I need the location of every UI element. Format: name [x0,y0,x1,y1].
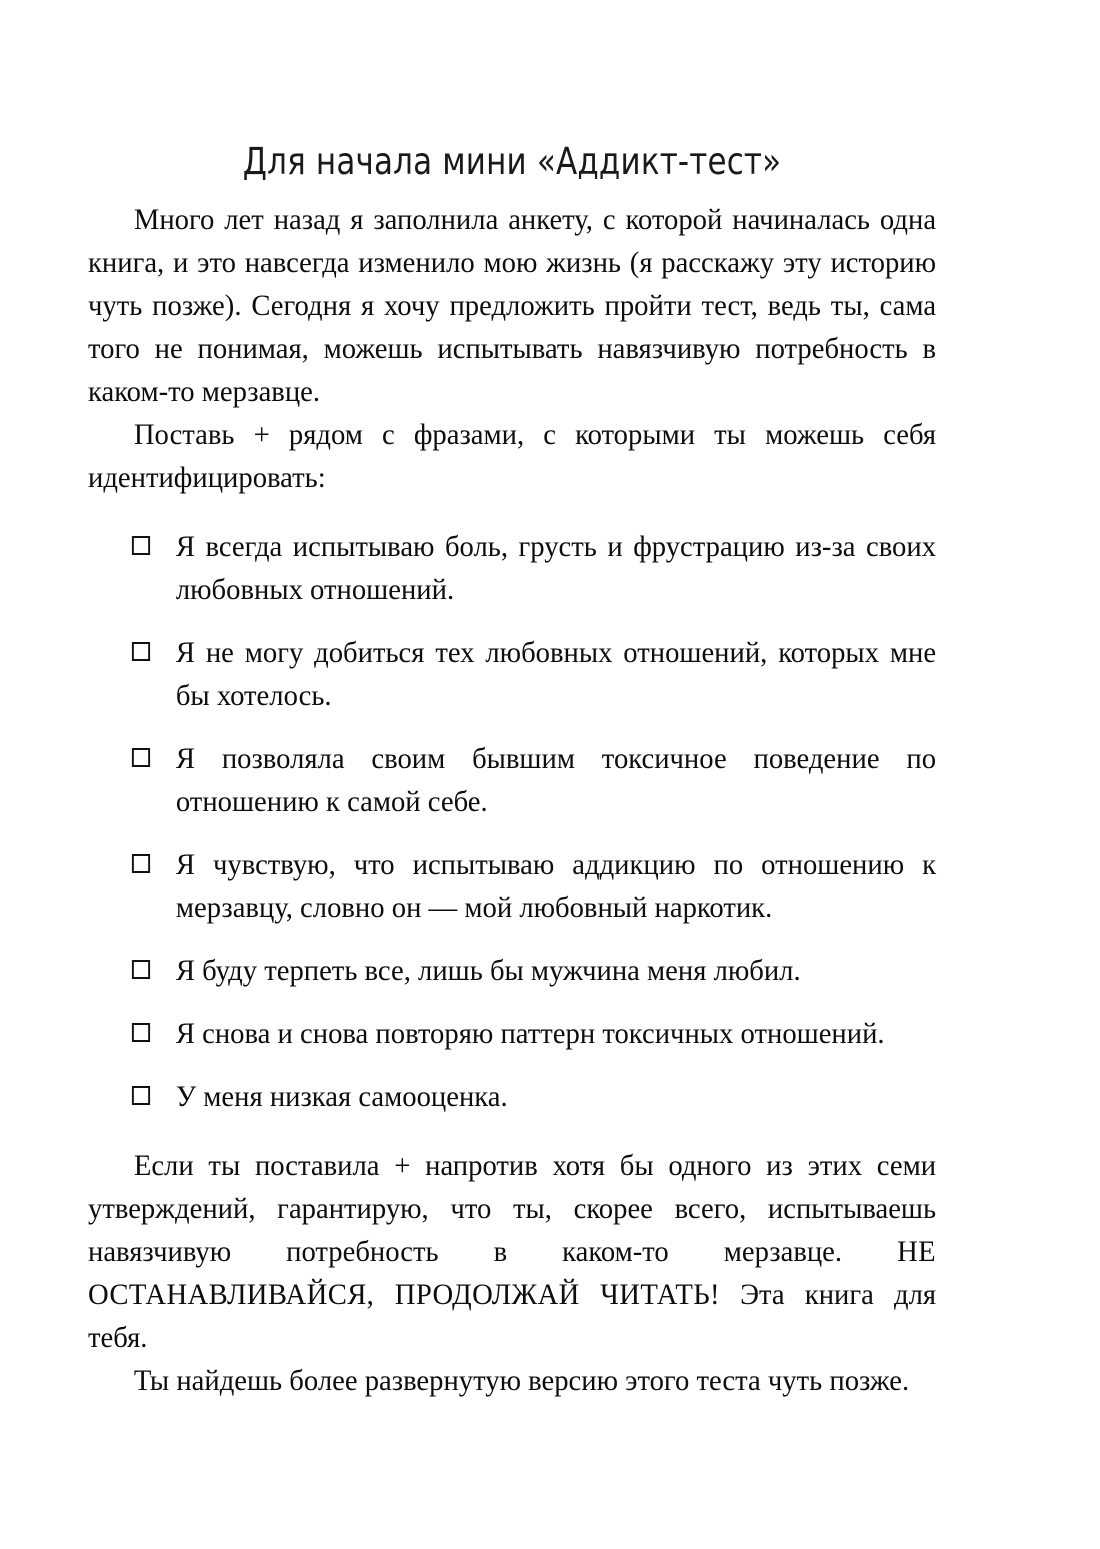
list-item-label: Я снова и снова повторяю паттерн токсичных отношений. [175,1017,885,1050]
closing-paragraph-lead: Если ты поставила + напротив хотя бы одного из этих семи утверждений, гарантирую, что ты, скорее всего, испытываешь навязчивую потребность в каком-то мерзавце. [88,1149,937,1268]
list-item-label: У меня низкая самооценка. [175,1080,508,1113]
list-item[interactable] [88,525,936,611]
list-item-label: Я буду терпеть все, лишь бы мужчина меня любил. [175,954,801,987]
list-item[interactable] [88,631,936,717]
empty-square-checkbox-icon[interactable] [132,1086,150,1105]
empty-square-checkbox-icon[interactable] [132,854,150,873]
list-item[interactable] [88,949,936,992]
empty-square-checkbox-icon[interactable] [132,748,150,767]
closing-paragraph-emphasis: НЕ ОСТАНАВЛИВАЙСЯ, ПРОДОЛЖАЙ ЧИТАТЬ! [88,1235,937,1311]
page-title: Для начала мини «Аддикт-тест» [242,140,782,183]
closing-paragraph [88,1144,936,1359]
list-item-label: Я всегда испытываю боль, грусть и фрустрацию из-за своих любовных отношений. [175,530,937,606]
final-paragraph: Ты найдешь более развернутую версию этого теста чуть позже. [133,1364,910,1397]
list-item-label: Я позволяла своим бывшим токсичное поведение по отношению к самой себе. [175,742,937,818]
list-item-label: Я не могу добиться тех любовных отношений, которых мне бы хотелось. [175,636,937,712]
closing-paragraph-tail: Эта книга для тебя. [88,1278,937,1354]
addict-test-checklist [88,525,936,1118]
list-item[interactable] [88,1012,936,1055]
empty-square-checkbox-icon[interactable] [132,1023,150,1042]
list-item[interactable] [88,1075,936,1118]
empty-square-checkbox-icon[interactable] [132,960,150,979]
list-item[interactable] [88,843,936,929]
empty-square-checkbox-icon[interactable] [132,536,150,555]
intro-paragraph-2: Поставь + рядом с фразами, с которыми ты можешь себя идентифицировать: [88,418,937,494]
empty-square-checkbox-icon[interactable] [132,642,150,661]
list-item-label: Я чувствую, что испытываю аддикцию по отношению к мерзавцу, словно он — мой любовный наркотик. [175,848,937,924]
intro-paragraph-1: Много лет назад я заполнила анкету, с которой начиналась одна книга, и это навсегда изменило мою жизнь (я расскажу эту историю чуть позже). Сегодня я хочу предложить пройти тест, ведь ты, сама того не понимая, можешь испытывать навязчивую потребность в каком-то мерзавце. [88,203,937,408]
page-content [88,140,936,1402]
list-item[interactable] [88,737,936,823]
